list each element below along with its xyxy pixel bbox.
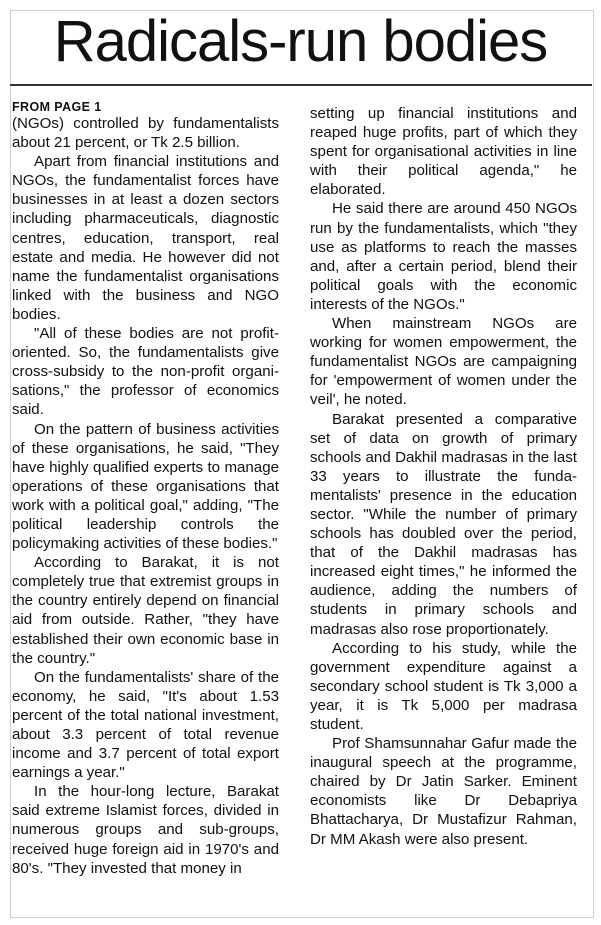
paragraph: Prof Shamsunnahar Gafur made the inaugural speech at the programme, chaired by Dr Jatin Sarker. Eminent economists like Dr Debapriya Bhattacharya, Dr Mustafizur Rahman, Dr MM Akash were also present. [310,735,577,848]
paragraph: On the pattern of business activities of these organisations, he said, "They have highly qualified experts to manage operations of these organisations that work with a political goal," adding, "The political leadership controls the policymaking activities of these bodies." [12,420,279,553]
paragraph: When mainstream NGOs are working for women empowerment, the fundamentalist NGOs are campaigning for 'empowerment of women under the veil', he noted. [310,315,577,409]
paragraph: Apart from financial institutions and NGOs, the fundamentalist forces have businesses in at least a dozen sectors including pharmaceuticals, diagnostic centres, education, transport, real estate and media. He however did not name the fundamentalist organisations linked with the business and NGO bodies. [12,153,279,323]
paragraph: On the fundamentalists' share of the economy, he said, "It's about 1.53 percent of the total national investment, about 3.3 percent of total revenue income and 3.7 percent of total export earnings a year." [12,668,279,782]
paragraph: Barakat presented a comparative set of data on growth of primary schools and Dakhil madrasas in the last 33 years to illustrate the fundamentalists' presence in the education sector. "While the number of primary schools has doubled over the period, that of the Dakhil madrasas has increased eight times," he informed the audience, adding the numbers of students in primary schools and madrasas also rose proportionately. [310,410,577,638]
paragraph: According to Barakat, it is not completely true that extremist groups in the country entirely depend on financial aid from outside. Rather, "they have established their own economic base in the country." [12,554,279,667]
paragraph: In the hour-long lecture, Barakat said extreme Islamist forces, divided in numerous groups and sub-groups, received huge foreign aid in 1970's and 80's. "They invested that money in [12,783,279,877]
paragraph: According to his study, while the government expenditure against a secondary school student is Tk 3,000 a year, it is Tk 5,000 per madrasa student. [310,639,577,733]
headline: Radicals-run bodies [53,9,548,74]
paragraph: setting up financial institutions and reaped huge profits, part of which they spent for organisational activities in line with their political agenda," he elaborated. [310,105,577,199]
headline-rule [10,84,592,86]
paragraph: He said there are around 450 NGOs run by the fundamentalists, which "they use as platforms to reach the masses and, after a certain period, blend their political goals with the economic interests of the NGOs." [310,200,577,313]
paragraph: "All of these bodies are not profit-oriented. So, the fundamentalists give cross-subsidy to the non-profit organisations," the professor of economics said. [12,325,279,419]
left-column [12,100,279,878]
right-column [310,104,577,849]
kicker: FROM PAGE 1 [12,100,102,114]
paragraph: (NGOs) controlled by fundamentalists about 21 percent, or Tk 2.5 billion. [12,115,279,152]
